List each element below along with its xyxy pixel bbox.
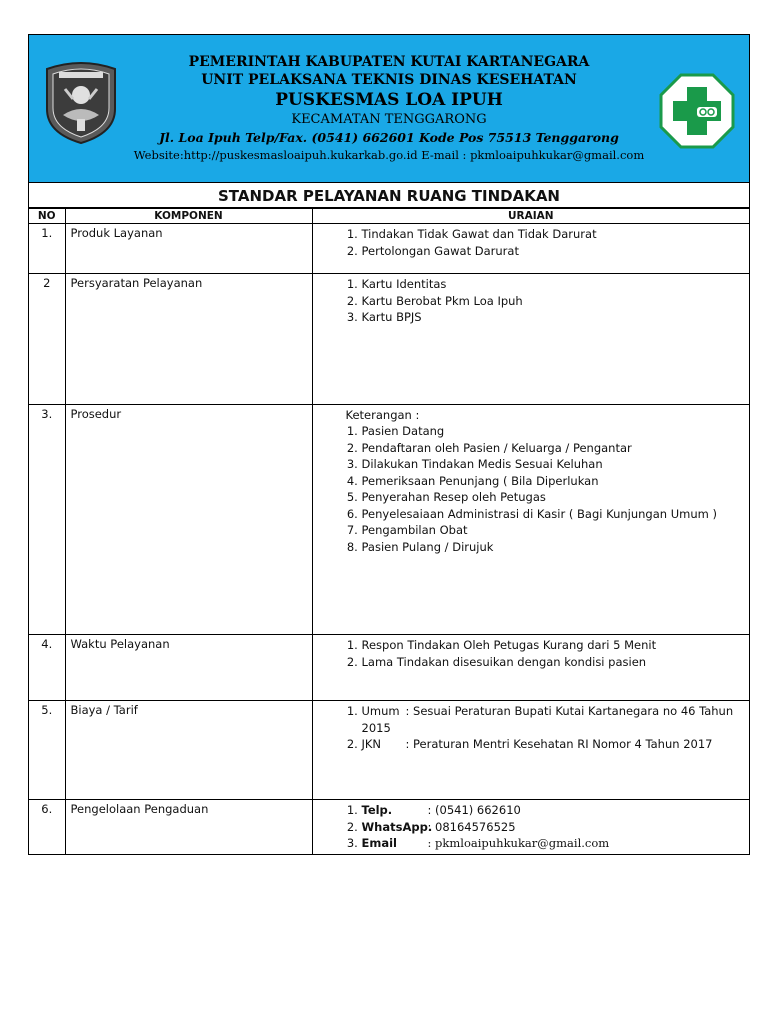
- list-item: 4. Pemeriksaan Penunjang ( Bila Diperlukan: [362, 473, 745, 490]
- list-item: 1. Respon Tindakan Oleh Petugas Kurang dari 5 Menit: [362, 637, 745, 654]
- table-row: [29, 701, 749, 800]
- row-component: Pengelolaan Pengaduan: [65, 800, 312, 854]
- header-contact: Website:http://puskesmasloaipuh.kukarkab.go.id E-mail : pkmloaipuhkukar@gmail.com: [133, 148, 645, 162]
- contact-value-email: : pkmloaipuhkukar@gmail.com: [427, 836, 610, 850]
- letterhead: [29, 35, 749, 183]
- list-item: 3. Kartu BPJS: [362, 309, 745, 326]
- row-component: Biaya / Tarif: [65, 701, 312, 800]
- column-header-komponen: KOMPONEN: [65, 209, 312, 224]
- fee-label-jkn: JKN: [361, 737, 382, 751]
- row-description: [312, 405, 749, 635]
- list-item: 1. Pasien Datang: [362, 423, 745, 440]
- row-number: 5.: [29, 701, 65, 800]
- row-description: [312, 701, 749, 800]
- row-description: [312, 224, 749, 274]
- document: [28, 34, 750, 855]
- list-item: 3. Dilakukan Tindakan Medis Sesuai Keluhan: [362, 456, 745, 473]
- contact-label-telp: Telp.: [361, 803, 393, 817]
- header-line-3: PUSKESMAS LOA IPUH: [275, 90, 503, 110]
- row-number: 2: [29, 274, 65, 405]
- list-item: 6. Penyelesaiaan Administrasi di Kasir ( Bagi Kunjungan Umum ): [362, 506, 745, 523]
- row-component: Prosedur: [65, 405, 312, 635]
- row-number: 1.: [29, 224, 65, 274]
- row-description: [312, 274, 749, 405]
- list-item: 1. Kartu Identitas: [362, 276, 745, 293]
- list-item: 2. Pertolongan Gawat Darurat: [362, 243, 745, 260]
- table-row: [29, 274, 749, 405]
- row-description: [312, 635, 749, 701]
- table-row: [29, 405, 749, 635]
- row-number: 3.: [29, 405, 65, 635]
- procedure-note-label: Keterangan :: [345, 408, 420, 422]
- fee-value-umum: : Sesuai Peraturan Bupati Kutai Kartanegara no 46 Tahun 2015: [361, 704, 734, 735]
- row-number: 4.: [29, 635, 65, 701]
- header-address: Jl. Loa Ipuh Telp/Fax. (0541) 662601 Kode Pos 75513 Tenggarong: [159, 130, 619, 145]
- service-standard-table: [29, 208, 749, 854]
- column-header-uraian: URAIAN: [312, 209, 749, 224]
- list-item: [362, 736, 745, 753]
- list-item: 2. Kartu Berobat Pkm Loa Ipuh: [362, 293, 745, 310]
- table-row: [29, 800, 749, 854]
- list-item: [362, 819, 745, 836]
- header-line-2: UNIT PELAKSANA TEKNIS DINAS KESEHATAN: [201, 72, 577, 88]
- row-number: 6.: [29, 800, 65, 854]
- list-item: [362, 835, 745, 852]
- table-row: [29, 224, 749, 274]
- list-item: [362, 703, 745, 736]
- row-description: [312, 800, 749, 854]
- contact-label-whatsapp: WhatsApp.: [361, 819, 433, 834]
- row-component: Persyaratan Pelayanan: [65, 274, 312, 405]
- list-item: 1. Tindakan Tidak Gawat dan Tidak Darurat: [362, 226, 745, 243]
- contact-value-telp: : (0541) 662610: [427, 803, 521, 817]
- table-row: [29, 635, 749, 701]
- fee-value-jkn: : Peraturan Mentri Kesehatan RI Nomor 4 Tahun 2017: [405, 737, 713, 751]
- list-item: 2. Pendaftaran oleh Pasien / Keluarga / Pengantar: [362, 440, 745, 457]
- document-title: STANDAR PELAYANAN RUANG TINDAKAN: [29, 183, 749, 208]
- contact-label-email: Email: [361, 836, 397, 850]
- list-item: 5. Penyerahan Resep oleh Petugas: [362, 489, 745, 506]
- list-item: 2. Lama Tindakan disesuikan dengan kondisi pasien: [362, 654, 745, 671]
- list-item: 8. Pasien Pulang / Dirujuk: [362, 539, 745, 556]
- list-item: 7. Pengambilan Obat: [362, 522, 745, 539]
- contact-value-whatsapp: : 08164576525: [427, 819, 516, 834]
- fee-label-umum: Umum: [361, 704, 400, 718]
- header-line-1: PEMERINTAH KABUPATEN KUTAI KARTANEGARA: [188, 54, 590, 70]
- header-line-4: KECAMATAN TENGGARONG: [291, 112, 487, 127]
- row-component: Waktu Pelayanan: [65, 635, 312, 701]
- list-item: [362, 802, 745, 819]
- puskesmas-logo-icon: [659, 73, 735, 149]
- column-header-no: NO: [29, 209, 65, 224]
- row-component: Produk Layanan: [65, 224, 312, 274]
